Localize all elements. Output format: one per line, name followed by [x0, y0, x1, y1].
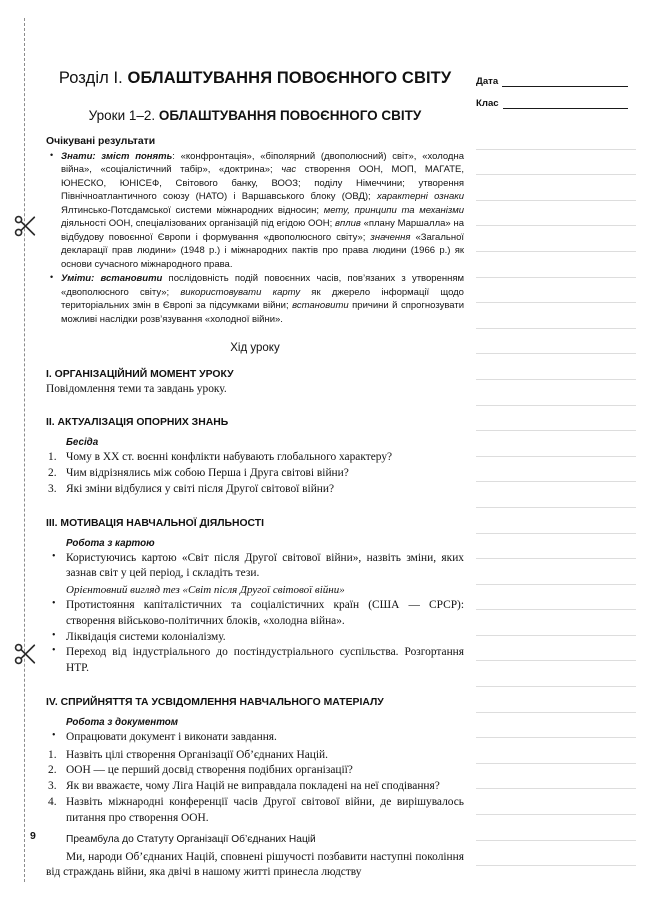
note-line[interactable] — [476, 559, 636, 585]
chapter-title — [46, 0, 464, 89]
note-line[interactable] — [476, 150, 636, 176]
note-line[interactable] — [476, 738, 636, 764]
note-line[interactable] — [476, 457, 636, 483]
goal-em-4: вплив — [335, 218, 361, 230]
item-number: 4. — [48, 795, 57, 808]
list-item — [46, 748, 464, 764]
note-line[interactable] — [476, 303, 636, 329]
note-line[interactable] — [476, 252, 636, 278]
question-text: Чому в XX ст. воєнні конфлікти набувають глобального характеру? — [66, 451, 393, 464]
note-line[interactable] — [476, 815, 636, 841]
question-text: Назвіть цілі створення Організації Об’єднаних Націй. — [66, 748, 328, 761]
goal2-em-2: встановити — [292, 300, 349, 312]
note-line[interactable] — [476, 661, 636, 687]
document-work-list — [46, 730, 464, 746]
note-line[interactable] — [476, 482, 636, 508]
list-item — [46, 630, 464, 646]
page-number: 9 — [30, 830, 36, 842]
note-line[interactable] — [476, 610, 636, 636]
item-number: 1. — [48, 451, 57, 464]
item-number: 1. — [48, 748, 57, 761]
question-text: Які зміни відбулися у світі після Другої світової війни? — [66, 482, 335, 495]
cut-dashed-line — [24, 18, 25, 882]
list-item — [46, 779, 464, 795]
expected-results-list — [46, 150, 464, 326]
list-item — [46, 730, 464, 746]
note-line[interactable] — [476, 789, 636, 815]
goal-em-1: час — [281, 164, 297, 176]
list-item — [46, 763, 464, 779]
lesson-flow-heading: Хід уроку — [230, 342, 280, 355]
date-input-rule[interactable] — [502, 76, 628, 87]
note-line[interactable] — [476, 124, 636, 150]
goal-text-3: Ялтинсько-Потсдамської системи міжнародних відносин; — [61, 204, 324, 216]
note-line[interactable] — [476, 713, 636, 739]
besida-question-list — [46, 450, 464, 497]
class-label: Клас — [476, 98, 499, 109]
document-body: Ми, народи Об’єднаних Націй, сповнені рішучості позбавити наступні покоління від страждань війни, яка двічі в нашому житті принесла людству — [46, 851, 464, 879]
goal2-em-1: використовувати карту — [180, 286, 301, 298]
note-line[interactable] — [476, 226, 636, 252]
goal-text-2: створення ООН, МОП, МАГАТЕ, ЮНЕСКО, ЮНІСЕФ, Світового банку, ВООЗ; поділу Німеччини; утворення Північноатлантичного союзу (НАТО) і Варшавського блоку (ОВД); — [61, 164, 464, 203]
goal-text-1: : «конфронтація», «біполярний (двополюсний) світ», «холодна війна», «соціалістичний табір», «доктрина»; — [61, 150, 464, 176]
chapter-title-main: ОБЛАШТУВАННЯ ПОВОЄННОГО СВІТУ — [127, 69, 452, 87]
goal-text-6: «Загальної декларації прав людини» (1948 р.) і міжнародних пактів про права людини (1966 р.) як основи сучасного міжнародного права. — [61, 231, 464, 270]
thesis-text: Протистояння капіталістичних та соціалістичних країн (США — СРСР): створення військово-політичних блоків, «холодна війна». — [66, 599, 464, 627]
thesis-text: Переход від індустріального до постіндустріального суспільства. Розгортання НТР. — [66, 646, 464, 675]
note-line[interactable] — [476, 585, 636, 611]
scissors-icon — [11, 212, 39, 240]
question-text: Чим відрізнялись між собою Перша і Друга світові війни? — [66, 467, 349, 480]
note-line[interactable] — [476, 508, 636, 534]
note-line[interactable] — [476, 431, 636, 457]
subhead-besida: Бесіда — [66, 437, 99, 449]
note-line[interactable] — [476, 201, 636, 227]
list-item — [46, 482, 464, 498]
list-item — [46, 598, 464, 629]
goal2-text-2: як джерело інформації щодо територіальних змін в Європі за підсумками війни; — [61, 286, 464, 312]
document-title: Преамбула до Статуту Організації Об’єднаних Націй — [66, 834, 316, 846]
item-number: 2. — [48, 467, 57, 480]
date-label: Дата — [476, 76, 499, 87]
map-work-note: Орієнтовний вигляд тез «Світ після Другої світової війни» — [66, 584, 345, 596]
goal-text-5: «плану Маршалла» на відбудову повоєнної Європи і формування «двополюсного світу»; — [61, 218, 464, 243]
list-item — [46, 466, 464, 482]
notes-sidebar — [476, 0, 636, 900]
list-item — [46, 645, 464, 676]
note-line[interactable] — [476, 380, 636, 406]
goal-lead-znaty: Знати: зміст понять — [61, 150, 173, 162]
expected-result-item-umity — [46, 272, 464, 326]
subhead-robota-z-kartoyu: Робота з картою — [66, 537, 155, 549]
goal2-text-3: причини й спрогнозувати можливі наслідки розв’язування «холодної війни». — [61, 300, 464, 325]
section-i-body: Повідомлення теми та завдань уроку. — [46, 383, 227, 396]
goal-em-3: мету, принципи та механізми — [323, 204, 465, 216]
expected-result-item-znaty — [46, 150, 464, 271]
scissors-icon — [11, 640, 39, 668]
section-heading-iv: IV. СПРИЙНЯТТЯ ТА УСВІДОМЛЕННЯ НАВЧАЛЬНОГО МАТЕРІАЛУ — [46, 696, 384, 708]
expected-results-heading: Очікувані результати — [46, 135, 156, 147]
note-line[interactable] — [476, 687, 636, 713]
class-field-row[interactable] — [476, 98, 628, 109]
date-field-row[interactable] — [476, 76, 628, 87]
item-number: 3. — [48, 780, 57, 793]
question-text: Як ви вважаєте, чому Ліга Націй не виправдала покладені на неї сподівання? — [66, 780, 440, 793]
map-work-main-text: Користуючись картою «Світ після Другої світової війни», назвіть зміни, яких зазнав світ у цей період, і складіть тези. — [66, 551, 464, 580]
section-heading-iii: III. МОТИВАЦІЯ НАВЧАЛЬНОЇ ДІЯЛЬНОСТІ — [46, 517, 265, 529]
lesson-title-prefix: Уроки 1–2. — [88, 108, 159, 124]
note-line[interactable] — [476, 406, 636, 432]
goal-text-4: діяльності ООН, спеціалізованих організацій під егідою ООН; — [61, 218, 336, 230]
note-line[interactable] — [476, 354, 636, 380]
note-line[interactable] — [476, 841, 636, 867]
document-work-main-text: Опрацювати документ і виконати завдання. — [66, 730, 277, 743]
item-number: 3. — [48, 482, 57, 495]
lesson-title — [46, 89, 464, 125]
note-line[interactable] — [476, 278, 636, 304]
goal-em-5: значення — [370, 231, 411, 243]
goal2-text-1: послідовність подій повоєнних часів, пов’язаних з утворенням «двополюсного світу»; — [61, 273, 465, 298]
chapter-title-prefix: Розділ I. — [58, 69, 128, 87]
note-line[interactable] — [476, 764, 636, 790]
document-question-list — [46, 748, 464, 827]
list-item — [46, 450, 464, 466]
lesson-page-content — [46, 0, 464, 900]
map-work-list — [46, 551, 464, 677]
list-item — [46, 551, 464, 599]
list-item — [46, 795, 464, 826]
question-text: ООН — це перший досвід створення подібних організації? — [66, 764, 353, 777]
note-line[interactable] — [476, 175, 636, 201]
lesson-title-main: ОБЛАШТУВАННЯ ПОВОЄННОГО СВІТУ — [158, 108, 422, 124]
class-input-rule[interactable] — [503, 98, 628, 109]
goal-lead-umity: Уміти: встановити — [61, 273, 163, 285]
item-number: 2. — [48, 764, 57, 777]
note-line[interactable] — [476, 329, 636, 355]
section-heading-i: I. ОРГАНІЗАЦІЙНИЙ МОМЕНТ УРОКУ — [46, 369, 234, 381]
note-ruled-lines[interactable] — [476, 124, 636, 866]
note-line[interactable] — [476, 534, 636, 560]
goal-em-2: характерні ознаки — [376, 191, 464, 203]
question-text: Назвіть міжнародні конференції часів Другої світової війни, де вирішувалось питання про створення ООН. — [66, 795, 464, 824]
section-heading-ii: II. АКТУАЛІЗАЦІЯ ОПОРНИХ ЗНАНЬ — [46, 417, 229, 429]
thesis-text: Ліквідація системи колоніалізму. — [66, 630, 226, 643]
note-line[interactable] — [476, 636, 636, 662]
subhead-robota-z-dokumentom: Робота з документом — [66, 716, 179, 728]
